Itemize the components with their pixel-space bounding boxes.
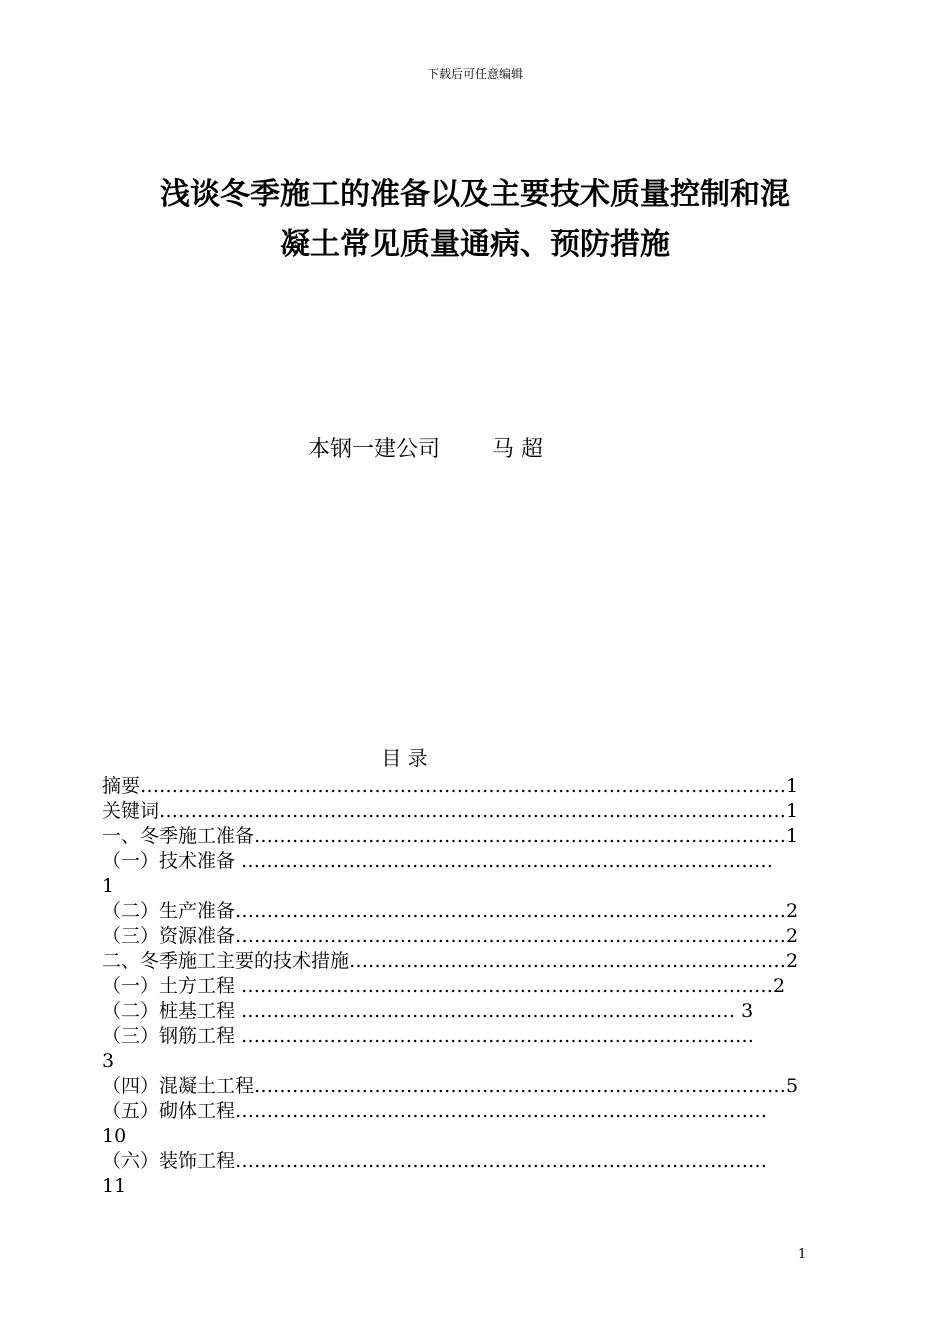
toc-line: （三）资源准备……………………………………………………………………………2	[102, 925, 799, 947]
title-line-1: 浅谈冬季施工的准备以及主要技术质量控制和混	[160, 177, 790, 212]
table-of-contents	[102, 742, 807, 1199]
toc-line: （三）钢筋工程 ………………………………………………………………………	[102, 1025, 755, 1047]
toc-heading: 目 录	[381, 746, 428, 770]
toc-line: 3	[102, 1050, 115, 1072]
author-name: 马 超	[492, 437, 544, 462]
header-note: 下载后可任意编辑	[426, 67, 523, 81]
toc-line: （四）混凝土工程…………………………………………………………………………5	[102, 1075, 799, 1097]
toc-line: （五）砌体工程…………………………………………………………………………	[102, 1100, 768, 1122]
author-organization: 本钢一建公司	[308, 437, 441, 462]
toc-line: 一、冬季施工准备…………………………………………………………………………1	[102, 825, 799, 847]
document-title	[100, 170, 850, 270]
toc-line: 10	[102, 1125, 127, 1147]
title-line-2: 凝土常见质量通病、预防措施	[280, 227, 670, 262]
page-number: 1	[798, 1247, 807, 1262]
toc-line: 二、冬季施工主要的技术措施……………………………………………………………2	[102, 950, 799, 972]
toc-line: （一）技术准备 …………………………………………………………………………	[102, 850, 774, 872]
toc-line: （六）装饰工程…………………………………………………………………………	[102, 1150, 768, 1172]
author-line	[308, 432, 543, 463]
toc-line: （一）土方工程 …………………………………………………………………………2	[102, 975, 786, 997]
toc-line: 11	[102, 1175, 127, 1197]
toc-line: （二）生产准备……………………………………………………………………………2	[102, 900, 799, 922]
toc-line: 1	[102, 875, 115, 897]
toc-line: 关键词………………………………………………………………………………………1	[102, 800, 799, 822]
toc-line: （二）桩基工程 …………………………………………………………………… 3	[102, 1000, 754, 1022]
toc-line: 摘要…………………………………………………………………………………………1	[102, 775, 799, 797]
